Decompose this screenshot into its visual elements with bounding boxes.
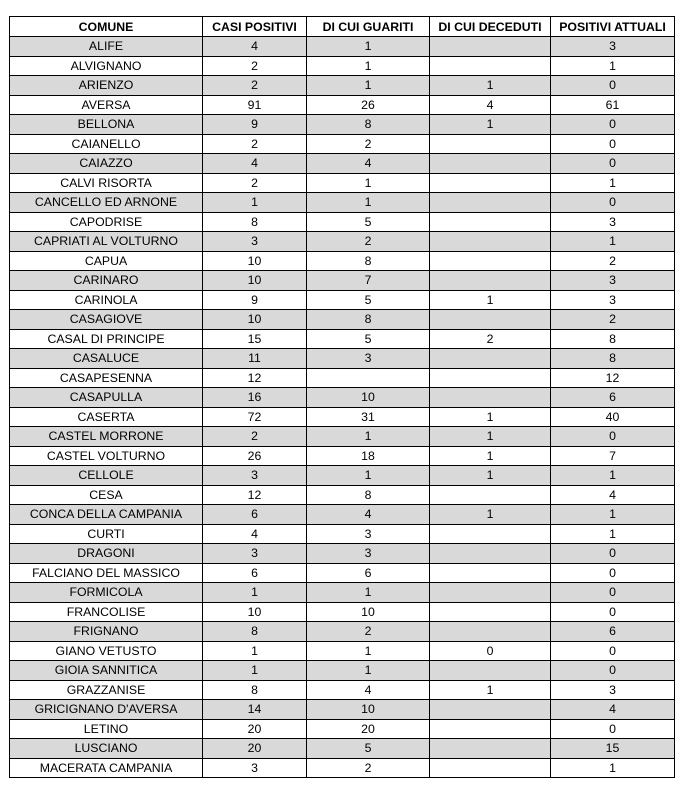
table-row: [10, 544, 675, 564]
deceduti-cell: [430, 154, 551, 174]
guariti-cell: 3: [307, 349, 430, 369]
positivi-attuali-cell: 3: [551, 212, 675, 232]
positivi-attuali-cell: 0: [551, 544, 675, 564]
guariti-cell: 1: [307, 661, 430, 681]
casi-positivi-cell: 2: [203, 76, 307, 96]
table-row: [10, 446, 675, 466]
table-row: [10, 329, 675, 349]
casi-positivi-cell: 14: [203, 700, 307, 720]
guariti-cell: 2: [307, 134, 430, 154]
comune-cell: CASAGIOVE: [10, 310, 203, 330]
positivi-attuali-cell: 0: [551, 154, 675, 174]
deceduti-cell: [430, 193, 551, 213]
comune-cell: CELLOLE: [10, 466, 203, 486]
casi-positivi-cell: 2: [203, 56, 307, 76]
guariti-cell: 8: [307, 251, 430, 271]
casi-positivi-cell: 10: [203, 271, 307, 291]
casi-positivi-cell: 2: [203, 134, 307, 154]
comune-cell: CASAL DI PRINCIPE: [10, 329, 203, 349]
positivi-attuali-cell: 1: [551, 232, 675, 252]
table-row: [10, 193, 675, 213]
guariti-cell: 1: [307, 56, 430, 76]
casi-positivi-cell: 9: [203, 290, 307, 310]
casi-positivi-cell: 16: [203, 388, 307, 408]
comune-cell: CASTEL MORRONE: [10, 427, 203, 447]
casi-positivi-cell: 3: [203, 232, 307, 252]
deceduti-cell: [430, 134, 551, 154]
positivi-attuali-cell: 3: [551, 680, 675, 700]
deceduti-cell: 1: [430, 466, 551, 486]
table-row: [10, 290, 675, 310]
comune-cell: CARINARO: [10, 271, 203, 291]
comune-cell: ALIFE: [10, 37, 203, 57]
comune-cell: GIOIA SANNITICA: [10, 661, 203, 681]
header-row: [10, 17, 675, 37]
table-row: [10, 115, 675, 135]
casi-positivi-cell: 10: [203, 251, 307, 271]
deceduti-cell: [430, 739, 551, 759]
positivi-attuali-cell: 12: [551, 368, 675, 388]
casi-positivi-cell: 8: [203, 680, 307, 700]
deceduti-cell: [430, 602, 551, 622]
deceduti-cell: [430, 368, 551, 388]
comune-cell: DRAGONI: [10, 544, 203, 564]
positivi-attuali-cell: 0: [551, 719, 675, 739]
deceduti-cell: [430, 56, 551, 76]
deceduti-cell: 1: [430, 505, 551, 525]
positivi-attuali-cell: 15: [551, 739, 675, 759]
deceduti-cell: [430, 524, 551, 544]
casi-positivi-cell: 6: [203, 505, 307, 525]
positivi-attuali-cell: 3: [551, 37, 675, 57]
positivi-attuali-cell: 8: [551, 349, 675, 369]
guariti-cell: 1: [307, 37, 430, 57]
guariti-cell: 1: [307, 641, 430, 661]
guariti-cell: 4: [307, 505, 430, 525]
positivi-attuali-cell: 1: [551, 173, 675, 193]
positivi-attuali-cell: 1: [551, 466, 675, 486]
comune-cell: FRANCOLISE: [10, 602, 203, 622]
guariti-cell: [307, 368, 430, 388]
comune-cell: CAIANELLO: [10, 134, 203, 154]
positivi-attuali-cell: 0: [551, 602, 675, 622]
guariti-cell: 10: [307, 388, 430, 408]
casi-positivi-cell: 91: [203, 95, 307, 115]
comune-cell: FORMICOLA: [10, 583, 203, 603]
comune-cell: CAIAZZO: [10, 154, 203, 174]
table-row: [10, 232, 675, 252]
guariti-cell: 8: [307, 310, 430, 330]
positivi-attuali-cell: 8: [551, 329, 675, 349]
guariti-cell: 2: [307, 758, 430, 778]
positivi-attuali-cell: 1: [551, 524, 675, 544]
deceduti-cell: 1: [430, 76, 551, 96]
positivi-attuali-cell: 0: [551, 76, 675, 96]
comune-cell: CESA: [10, 485, 203, 505]
table-row: [10, 154, 675, 174]
positivi-attuali-cell: 6: [551, 622, 675, 642]
deceduti-cell: [430, 37, 551, 57]
casi-positivi-cell: 4: [203, 154, 307, 174]
positivi-attuali-cell: 1: [551, 505, 675, 525]
deceduti-cell: [430, 388, 551, 408]
guariti-cell: 3: [307, 544, 430, 564]
deceduti-cell: 1: [430, 427, 551, 447]
comune-cell: MACERATA CAMPANIA: [10, 758, 203, 778]
guariti-cell: 2: [307, 622, 430, 642]
deceduti-cell: 1: [430, 680, 551, 700]
deceduti-cell: [430, 349, 551, 369]
casi-positivi-cell: 4: [203, 37, 307, 57]
casi-positivi-cell: 3: [203, 544, 307, 564]
casi-positivi-cell: 8: [203, 212, 307, 232]
casi-positivi-cell: 10: [203, 602, 307, 622]
comune-cell: LUSCIANO: [10, 739, 203, 759]
guariti-cell: 1: [307, 173, 430, 193]
guariti-cell: 4: [307, 154, 430, 174]
deceduti-cell: [430, 758, 551, 778]
deceduti-cell: 1: [430, 407, 551, 427]
casi-positivi-cell: 20: [203, 719, 307, 739]
comune-cell: ALVIGNANO: [10, 56, 203, 76]
casi-positivi-cell: 8: [203, 622, 307, 642]
table-row: [10, 505, 675, 525]
positivi-attuali-cell: 2: [551, 310, 675, 330]
header-positivi-attuali: POSITIVI ATTUALI: [551, 17, 675, 37]
positivi-attuali-cell: 3: [551, 290, 675, 310]
positivi-attuali-cell: 1: [551, 56, 675, 76]
positivi-attuali-cell: 0: [551, 641, 675, 661]
casi-positivi-cell: 12: [203, 485, 307, 505]
table-row: [10, 310, 675, 330]
positivi-attuali-cell: 2: [551, 251, 675, 271]
header-deceduti: DI CUI DECEDUTI: [430, 17, 551, 37]
table-row: [10, 700, 675, 720]
deceduti-cell: [430, 661, 551, 681]
comune-cell: ARIENZO: [10, 76, 203, 96]
comune-cell: CAPUA: [10, 251, 203, 271]
casi-positivi-cell: 3: [203, 466, 307, 486]
guariti-cell: 26: [307, 95, 430, 115]
positivi-attuali-cell: 0: [551, 661, 675, 681]
table-row: [10, 583, 675, 603]
deceduti-cell: [430, 212, 551, 232]
table-row: [10, 563, 675, 583]
casi-positivi-cell: 10: [203, 310, 307, 330]
casi-positivi-cell: 72: [203, 407, 307, 427]
guariti-cell: 7: [307, 271, 430, 291]
comune-cell: CURTI: [10, 524, 203, 544]
deceduti-cell: 1: [430, 115, 551, 135]
positivi-attuali-cell: 3: [551, 271, 675, 291]
comune-cell: AVERSA: [10, 95, 203, 115]
table-row: [10, 602, 675, 622]
guariti-cell: 1: [307, 427, 430, 447]
casi-positivi-cell: 12: [203, 368, 307, 388]
table-row: [10, 485, 675, 505]
table-row: [10, 466, 675, 486]
casi-positivi-cell: 1: [203, 193, 307, 213]
table-header: [10, 17, 675, 37]
table-row: [10, 37, 675, 57]
table-row: [10, 76, 675, 96]
guariti-cell: 4: [307, 680, 430, 700]
guariti-cell: 8: [307, 485, 430, 505]
header-casi-positivi: CASI POSITIVI: [203, 17, 307, 37]
positivi-attuali-cell: 4: [551, 700, 675, 720]
table-row: [10, 349, 675, 369]
guariti-cell: 20: [307, 719, 430, 739]
table-row: [10, 661, 675, 681]
table-row: [10, 407, 675, 427]
comune-cell: CASERTA: [10, 407, 203, 427]
casi-positivi-cell: 4: [203, 524, 307, 544]
deceduti-cell: 0: [430, 641, 551, 661]
table-row: [10, 427, 675, 447]
comune-cell: CAPRIATI AL VOLTURNO: [10, 232, 203, 252]
deceduti-cell: [430, 232, 551, 252]
table-row: [10, 212, 675, 232]
deceduti-cell: 1: [430, 290, 551, 310]
guariti-cell: 8: [307, 115, 430, 135]
comune-cell: CASALUCE: [10, 349, 203, 369]
guariti-cell: 3: [307, 524, 430, 544]
comune-cell: LETINO: [10, 719, 203, 739]
guariti-cell: 1: [307, 193, 430, 213]
guariti-cell: 5: [307, 290, 430, 310]
deceduti-cell: [430, 251, 551, 271]
table-row: [10, 251, 675, 271]
guariti-cell: 10: [307, 700, 430, 720]
deceduti-cell: 1: [430, 446, 551, 466]
positivi-attuali-cell: 40: [551, 407, 675, 427]
comune-cell: CASTEL VOLTURNO: [10, 446, 203, 466]
comune-cell: CALVI RISORTA: [10, 173, 203, 193]
deceduti-cell: [430, 544, 551, 564]
table-row: [10, 641, 675, 661]
casi-positivi-cell: 2: [203, 173, 307, 193]
deceduti-cell: [430, 622, 551, 642]
table-row: [10, 719, 675, 739]
guariti-cell: 2: [307, 232, 430, 252]
casi-positivi-cell: 15: [203, 329, 307, 349]
guariti-cell: 6: [307, 563, 430, 583]
table-row: [10, 368, 675, 388]
table-row: [10, 758, 675, 778]
deceduti-cell: 4: [430, 95, 551, 115]
guariti-cell: 5: [307, 329, 430, 349]
casi-positivi-cell: 20: [203, 739, 307, 759]
table-body: [10, 37, 675, 778]
guariti-cell: 10: [307, 602, 430, 622]
guariti-cell: 1: [307, 583, 430, 603]
comune-cell: CANCELLO ED ARNONE: [10, 193, 203, 213]
guariti-cell: 1: [307, 466, 430, 486]
positivi-attuali-cell: 0: [551, 583, 675, 603]
guariti-cell: 31: [307, 407, 430, 427]
table-row: [10, 173, 675, 193]
positivi-attuali-cell: 0: [551, 193, 675, 213]
positivi-attuali-cell: 4: [551, 485, 675, 505]
deceduti-cell: [430, 271, 551, 291]
comune-cell: CAPODRISE: [10, 212, 203, 232]
deceduti-cell: [430, 173, 551, 193]
header-comune: COMUNE: [10, 17, 203, 37]
positivi-attuali-cell: 0: [551, 115, 675, 135]
positivi-attuali-cell: 7: [551, 446, 675, 466]
casi-positivi-cell: 3: [203, 758, 307, 778]
comune-cell: CASAPESENNA: [10, 368, 203, 388]
table-row: [10, 134, 675, 154]
table-row: [10, 524, 675, 544]
comune-cell: CASAPULLA: [10, 388, 203, 408]
comune-cell: FALCIANO DEL MASSICO: [10, 563, 203, 583]
positivi-attuali-cell: 0: [551, 427, 675, 447]
comune-cell: FRIGNANO: [10, 622, 203, 642]
casi-positivi-cell: 2: [203, 427, 307, 447]
casi-positivi-cell: 6: [203, 563, 307, 583]
deceduti-cell: [430, 583, 551, 603]
deceduti-cell: [430, 700, 551, 720]
deceduti-cell: [430, 563, 551, 583]
comune-cell: CONCA DELLA CAMPANIA: [10, 505, 203, 525]
deceduti-cell: [430, 310, 551, 330]
casi-positivi-cell: 1: [203, 641, 307, 661]
guariti-cell: 5: [307, 739, 430, 759]
positivi-attuali-cell: 0: [551, 134, 675, 154]
positivi-attuali-cell: 61: [551, 95, 675, 115]
table-row: [10, 271, 675, 291]
comune-cell: GIANO VETUSTO: [10, 641, 203, 661]
comune-cell: GRICIGNANO D'AVERSA: [10, 700, 203, 720]
comune-cell: BELLONA: [10, 115, 203, 135]
casi-positivi-cell: 1: [203, 583, 307, 603]
deceduti-cell: [430, 485, 551, 505]
deceduti-cell: [430, 719, 551, 739]
guariti-cell: 1: [307, 76, 430, 96]
comune-cell: GRAZZANISE: [10, 680, 203, 700]
positivi-attuali-cell: 1: [551, 758, 675, 778]
table-row: [10, 739, 675, 759]
guariti-cell: 18: [307, 446, 430, 466]
guariti-cell: 5: [307, 212, 430, 232]
casi-positivi-cell: 9: [203, 115, 307, 135]
table-row: [10, 95, 675, 115]
covid-cases-table: [9, 16, 675, 778]
positivi-attuali-cell: 6: [551, 388, 675, 408]
header-guariti: DI CUI GUARITI: [307, 17, 430, 37]
casi-positivi-cell: 11: [203, 349, 307, 369]
table-row: [10, 388, 675, 408]
casi-positivi-cell: 1: [203, 661, 307, 681]
casi-positivi-cell: 26: [203, 446, 307, 466]
table-row: [10, 622, 675, 642]
table-row: [10, 680, 675, 700]
table-row: [10, 56, 675, 76]
deceduti-cell: 2: [430, 329, 551, 349]
positivi-attuali-cell: 0: [551, 563, 675, 583]
comune-cell: CARINOLA: [10, 290, 203, 310]
